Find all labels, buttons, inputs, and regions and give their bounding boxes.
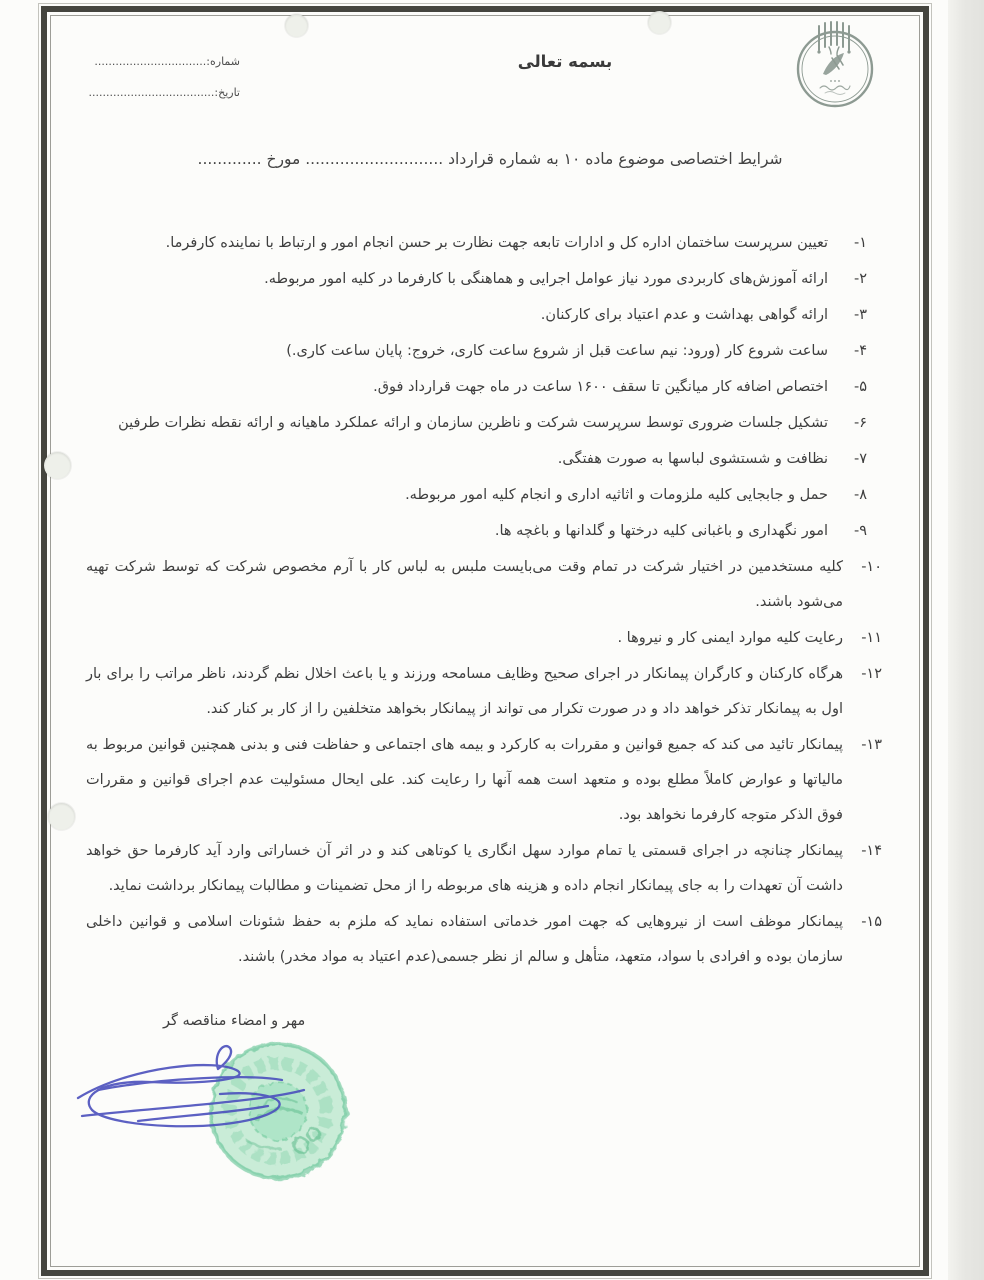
item-number: ۶- [853, 415, 867, 431]
condition-item [86, 728, 882, 833]
item-number: ۷- [853, 451, 867, 467]
condition-item [86, 406, 882, 441]
punch-hole [285, 14, 308, 37]
item-number: ۱۱- [861, 630, 882, 646]
condition-item [86, 478, 882, 513]
condition-item [86, 226, 882, 261]
item-text: پیمانکار موظف است از نیروهایی که جهت امور خدماتی استفاده نماید که ملزم به حفظ شئونات اسلامی و قوانین داخلی سازمان بوده و افرادی با سواد، متعهد، متأهل و سالم از نظر جسمی(عدم اعتیاد به مواد مخدر) باشند. [86, 914, 843, 965]
item-text: پیمانکار چنانچه در اجرای قسمتی یا تمام موارد سهل انگاری یا کوتاهی کند و در اثر آن خساراتی وارد آید کارفرما حق خواهد داشت آن تعهدات را به جای پیمانکار انجام داده و هزینه های مربوطه را از محل تضمینات و مطالبات پیمانکار برداشت نماید. [86, 843, 843, 894]
item-text: اختصاص اضافه کار میانگین تا سقف ۱۶۰۰ ساعت در ماه جهت قرارداد فوق. [373, 379, 828, 395]
item-text: هرگاه کارکنان و کارگران پیمانکار در اجرای صحیح وظایف مسامحه ورزند و یا باعث اخلال نظم گردند، ناظر مراتب را برای بار اول به پیمانکار تذکر خواهد داد و در صورت تکرار می تواند از پیمانکار بخواهد متخلفین را از کار بر کنار کند. [86, 666, 843, 717]
item-number: ۳- [853, 307, 867, 323]
item-text: پیمانکار تائید می کند که جمیع قوانین و مقررات به کارکرد و بیمه های اجتماعی و حفاظت فنی و بدنی همچنین قوانین مربوط به مالیاتها و عوارض کاملاً مطلع بوده و متعهد است همه آنها را رعایت کند. علی ایحال مسئولیت عدم اجرای قوانین و مقررات فوق الذکر متوجه کارفرما نخواهد بود. [86, 737, 843, 823]
item-number: ۱۴- [861, 843, 882, 859]
item-number: ۱۰- [861, 559, 882, 575]
stamp-caption: مهر و امضاء مناقصه گر [163, 1013, 306, 1029]
condition-item [86, 298, 882, 333]
item-number: ۵- [853, 379, 867, 395]
item-number: ۱۲- [861, 666, 882, 682]
item-text: ارائه گواهی بهداشت و عدم اعتیاد برای کارکنان. [540, 307, 828, 323]
condition-item [86, 262, 882, 297]
item-text: امور نگهداری و باغبانی کلیه درختها و گلدانها و باغچه ها. [494, 523, 828, 539]
item-number: ۴- [853, 343, 867, 359]
organization-logo-icon [792, 20, 878, 110]
signature-scribble [68, 1036, 318, 1156]
number-field: شماره:................................ [94, 55, 240, 68]
condition-item [86, 550, 882, 620]
item-number: ۸- [853, 487, 867, 503]
item-text: نظافت و شستشوی لباسها به صورت هفتگی. [557, 451, 828, 467]
condition-item [86, 905, 882, 975]
item-number: ۲- [853, 271, 867, 287]
condition-item [86, 442, 882, 477]
condition-item [86, 514, 882, 549]
item-text: ساعت شروع کار (ورود: نیم ساعت قبل از شروع ساعت کاری، خروج: پایان ساعت کاری.) [286, 343, 828, 359]
condition-item [86, 334, 882, 369]
conditions-list [86, 226, 882, 976]
punch-hole [44, 452, 71, 479]
item-text: ارائه آموزش‌های کاربردی مورد نیاز عوامل اجرایی و هماهنگی با کارفرما در کلیه امور مربوطه. [264, 271, 828, 287]
condition-item [86, 370, 882, 405]
item-number: ۱۳- [861, 737, 882, 753]
item-text: کلیه مستخدمین در اختیار شرکت در تمام وقت می‌بایست ملبس به لباس کار با آرم مخصوص شرکت که توسط شرکت تهیه می‌شود باشند. [86, 559, 843, 610]
item-text: تعیین سرپرست ساختمان اداره کل و ادارات تابعه جهت نظارت بر حسن انجام امور و ارتباط با نماینده کارفرما. [165, 235, 828, 251]
item-number: ۱- [853, 235, 867, 251]
item-text: حمل و جابجایی کلیه ملزومات و اثاثیه اداری و انجام کلیه امور مربوطه. [405, 487, 828, 503]
condition-item [86, 834, 882, 904]
scan-edge [948, 0, 984, 1280]
date-field: تاریخ:.................................... [88, 86, 240, 99]
item-number: ۹- [853, 523, 867, 539]
besmellah-heading: بسمه تعالی [517, 52, 613, 71]
header-meta [80, 46, 240, 108]
item-text: رعایت کلیه موارد ایمنی کار و نیروها . [617, 630, 843, 646]
punch-hole [648, 11, 671, 34]
item-number: ۱۵- [861, 914, 882, 930]
item-text: تشکیل جلسات ضروری توسط سرپرست شرکت و ناظرین سازمان و ارائه عملکرد ماهیانه و ارائه نقطه نظرات طرفین [118, 415, 828, 431]
document-title: شرایط اختصاصی موضوع ماده ۱۰ به شماره قرارداد ............................ مورخ ............. [197, 150, 783, 168]
condition-item [86, 657, 882, 727]
condition-item [86, 621, 882, 656]
punch-hole [48, 803, 75, 830]
